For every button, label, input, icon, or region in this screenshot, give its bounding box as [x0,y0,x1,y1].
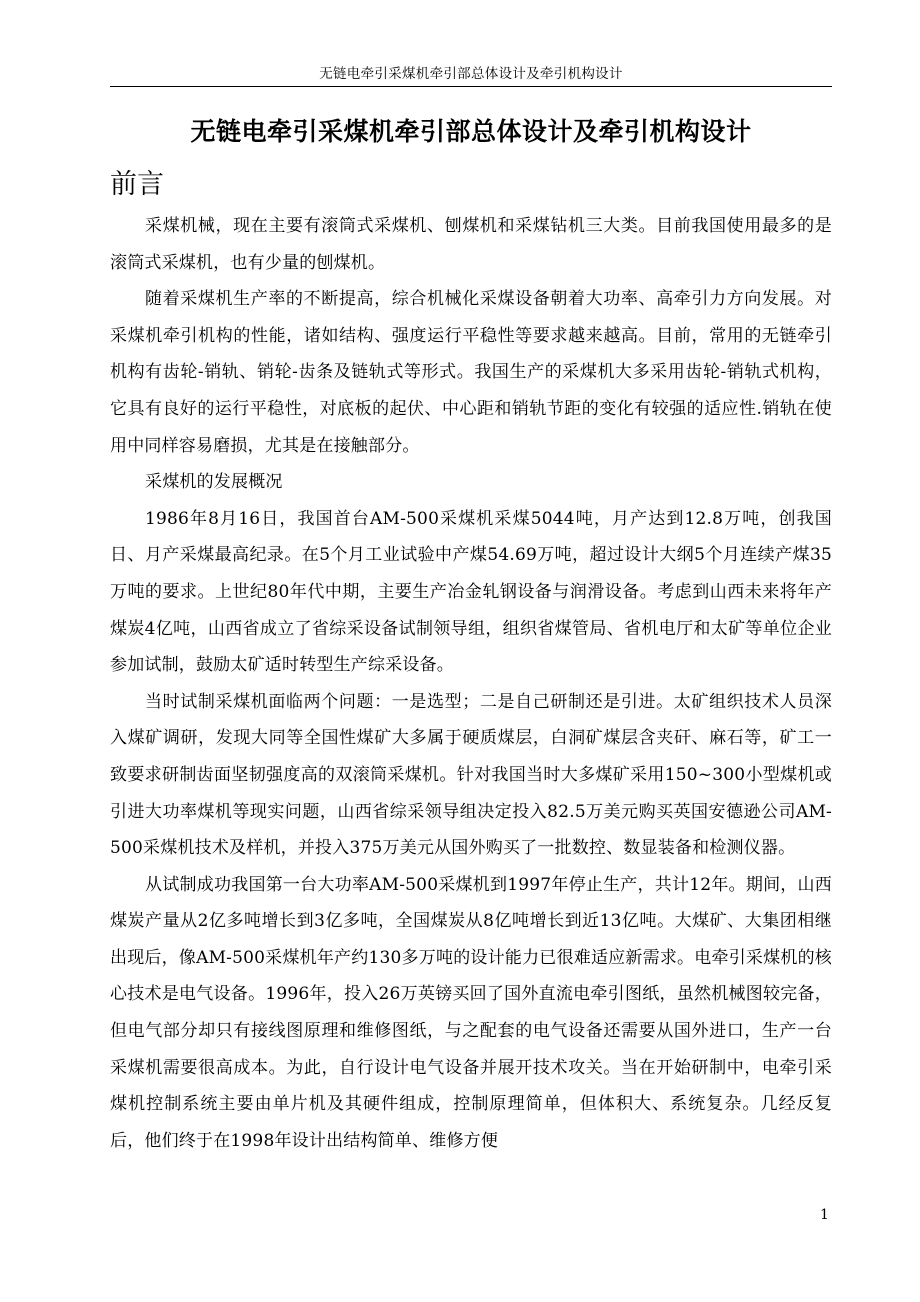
paragraph: 1986年8月16日，我国首台AM-500采煤机采煤5044吨，月产达到12.8万吨，创我国日、月产采煤最高纪录。在5个月工业试验中产煤54.69万吨，超过设计大纲5个月连续产煤35万吨的要求。上世纪80年代中期，主要生产冶金轧钢设备与润滑设备。考虑到山西未来将年产煤炭4亿吨，山西省成立了省综采设备试制领导组，组织省煤管局、省机电厅和太矿等单位企业参加试制，鼓励太矿适时转型生产综采设备。 [110,508,832,676]
section-heading: 前言 [110,169,164,200]
paragraph: 随着采煤机生产率的不断提高，综合机械化采煤设备朝着大功率、高牵引力方向发展。对采煤机牵引机构的性能，诸如结构、强度运行平稳性等要求越来越高。目前，常用的无链牵引机构有齿轮-销轨、销轮-齿条及链轨式等形式。我国生产的采煤机大多采用齿轮-销轨式机构，它具有良好的运行平稳性，对底板的起伏、中心距和销轨节距的变化有较强的适应性.销轨在使用中同样容易磨损，尤其是在接触部分。 [110,289,832,456]
subsection-heading: 采煤机的发展概况 [145,472,283,493]
document-title: 无链电牵引采煤机牵引部总体设计及牵引机构设计 [190,117,752,146]
paragraph: 当时试制采煤机面临两个问题：一是选型；二是自己研制还是引进。太矿组织技术人员深入煤矿调研，发现大同等全国性煤矿大多属于硬质煤层，白洞矿煤层含夹矸、麻石等，矿工一致要求研制齿面坚韧强度高的双滚筒采煤机。针对我国当时大多煤矿采用150~300小型煤机或引进大功率煤机等现实问题，山西省综采领导组决定投入82.5万美元购买英国安德逊公司AM-500采煤机技术及样机，并投入375万美元从国外购买了一批数控、数显装备和检测仪器。 [110,691,832,859]
paragraph: 从试制成功我国第一台大功率AM-500采煤机到1997年停止生产，共计12年。期间，山西煤炭产量从2亿多吨增长到3亿多吨，全国煤炭从8亿吨增长到近13亿吨。大煤矿、大集团相继出现后，像AM-500采煤机年产约130多万吨的设计能力已很难适应新需求。电牵引采煤机的核心技术是电气设备。1996年，投入26万英镑买回了国外直流电牵引图纸，虽然机械图较完备，但电气部分却只有接线图原理和维修图纸，与之配套的电气设备还需要从国外进口，生产一台采煤机需要很高成本。为此，自行设计电气设备并展开技术攻关。当在开始研制中，电牵引采煤机控制系统主要由单片机及其硬件组成，控制原理简单，但体积大、系统复杂。几经反复后，他们终于在1998年设计出结构简单、维修方便 [110,874,832,1151]
running-header: 无链电牵引采煤机牵引部总体设计及牵引机构设计 [110,64,832,87]
paragraph: 采煤机械，现在主要有滚筒式采煤机、刨煤机和采煤钻机三大类。目前我国使用最多的是滚筒式采煤机，也有少量的刨煤机。 [110,216,832,273]
body-text [110,208,832,1159]
page-number: 1 [820,1207,829,1223]
